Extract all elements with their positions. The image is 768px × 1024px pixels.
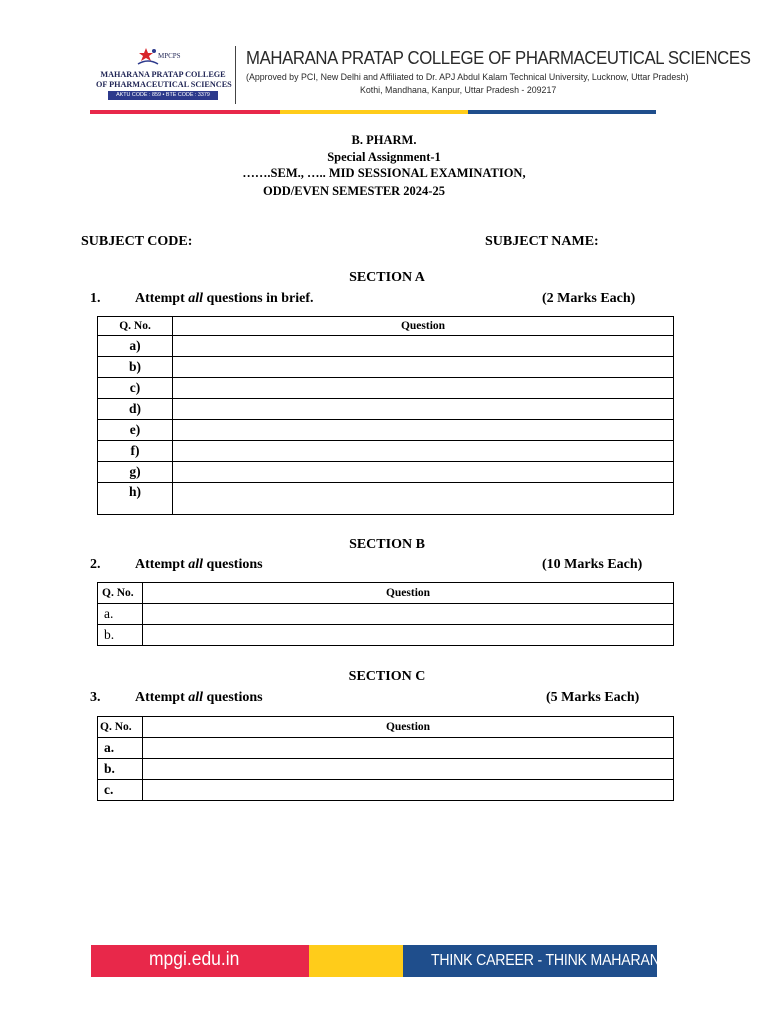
table-row: [98, 462, 674, 483]
question-header: Question: [143, 717, 674, 738]
section-a-title: SECTION A: [349, 270, 425, 285]
question-cell[interactable]: [173, 399, 674, 420]
question-cell[interactable]: [143, 738, 674, 759]
footer-banner: [91, 945, 669, 977]
qno-cell: d): [98, 399, 173, 420]
question-header: Question: [173, 317, 674, 336]
table-row: [98, 604, 674, 625]
question-cell[interactable]: [173, 378, 674, 399]
qno-cell: h): [98, 483, 173, 515]
qno-cell: a): [98, 336, 173, 357]
semester-title: ODD/EVEN SEMESTER 2024-25: [263, 184, 445, 198]
section-a-table: [97, 316, 674, 515]
section-b-title: SECTION B: [349, 537, 425, 552]
qno-cell: g): [98, 462, 173, 483]
assignment-title: Special Assignment-1: [327, 150, 441, 164]
question-cell[interactable]: [143, 604, 674, 625]
question-cell[interactable]: [143, 625, 674, 646]
footer-yellow-panel: [309, 945, 403, 977]
qno-cell: b.: [98, 759, 143, 780]
college-address: Kothi, Mandhana, Kanpur, Uttar Pradesh - 209217: [360, 85, 557, 96]
question-cell[interactable]: [173, 420, 674, 441]
question-cell[interactable]: [173, 462, 674, 483]
table-row: [98, 420, 674, 441]
course-title: B. PHARM.: [351, 133, 417, 147]
qno-cell: f): [98, 441, 173, 462]
qno-header: Q. No.: [98, 583, 143, 604]
header-divider: [235, 46, 236, 104]
footer-red-panel: [91, 945, 309, 977]
qno-cell: a.: [98, 738, 143, 759]
question-cell[interactable]: [173, 483, 674, 515]
question-3-number: 3.: [90, 690, 101, 705]
table-row: [98, 738, 674, 759]
footer-tagline: THINK CAREER - THINK MAHARANA: [431, 952, 669, 969]
section-c-table: [97, 716, 674, 801]
question-header: Question: [143, 583, 674, 604]
logo-abbrev: MPCPS: [158, 52, 181, 60]
logo-text-line1: MAHARANA PRATAP COLLEGE: [100, 70, 226, 79]
table-row: [98, 780, 674, 801]
footer-blue-panel: [403, 945, 669, 977]
qno-header: Q. No.: [98, 317, 173, 336]
question-1-number: 1.: [90, 291, 101, 306]
qno-cell: a.: [98, 604, 143, 625]
question-cell[interactable]: [173, 357, 674, 378]
question-1-instruction: Attempt all questions in brief.: [135, 291, 314, 306]
section-c-title: SECTION C: [348, 669, 426, 684]
qno-cell: b): [98, 357, 173, 378]
qno-cell: e): [98, 420, 173, 441]
college-approval: (Approved by PCI, New Delhi and Affiliated to Dr. APJ Abdul Kalam Technical University, Lucknow, Uttar Pradesh): [246, 72, 689, 83]
question-2-marks: (10 Marks Each): [542, 557, 643, 572]
question-cell[interactable]: [173, 441, 674, 462]
table-row: [98, 625, 674, 646]
question-3-instruction: Attempt all questions: [135, 690, 263, 705]
question-cell[interactable]: [173, 336, 674, 357]
question-3-marks: (5 Marks Each): [546, 690, 640, 705]
exam-title: …….SEM., ….. MID SESSIONAL EXAMINATION,: [242, 166, 526, 180]
question-cell[interactable]: [143, 759, 674, 780]
qno-cell: b.: [98, 625, 143, 646]
table-row: [98, 378, 674, 399]
table-row: [98, 336, 674, 357]
section-b-table: [97, 582, 674, 646]
qno-cell: c): [98, 378, 173, 399]
qno-header: Q. No.: [98, 717, 143, 738]
logo-emblem-icon: [134, 46, 194, 68]
question-cell[interactable]: [143, 780, 674, 801]
header-color-stripe: [90, 110, 656, 114]
college-logo: [96, 46, 230, 106]
logo-text-line2: OF PHARMACEUTICAL SCIENCES: [96, 80, 232, 89]
question-1-marks: (2 Marks Each): [542, 291, 636, 306]
table-row: [98, 483, 674, 515]
question-2-instruction: Attempt all questions: [135, 557, 263, 572]
question-2-number: 2.: [90, 557, 101, 572]
college-name: MAHARANA PRATAP COLLEGE OF PHARMACEUTICAL SCIENCES: [246, 48, 751, 68]
footer-website-link[interactable]: mpgi.edu.in: [149, 949, 240, 970]
table-row: [98, 357, 674, 378]
table-row: [98, 441, 674, 462]
qno-cell: c.: [98, 780, 143, 801]
table-row: [98, 399, 674, 420]
table-row: [98, 759, 674, 780]
subject-name-label: SUBJECT NAME:: [485, 234, 599, 249]
subject-code-label: SUBJECT CODE:: [81, 234, 193, 249]
logo-codes-badge: AKTU CODE : 859 • BTE CODE : 3379: [108, 91, 218, 100]
